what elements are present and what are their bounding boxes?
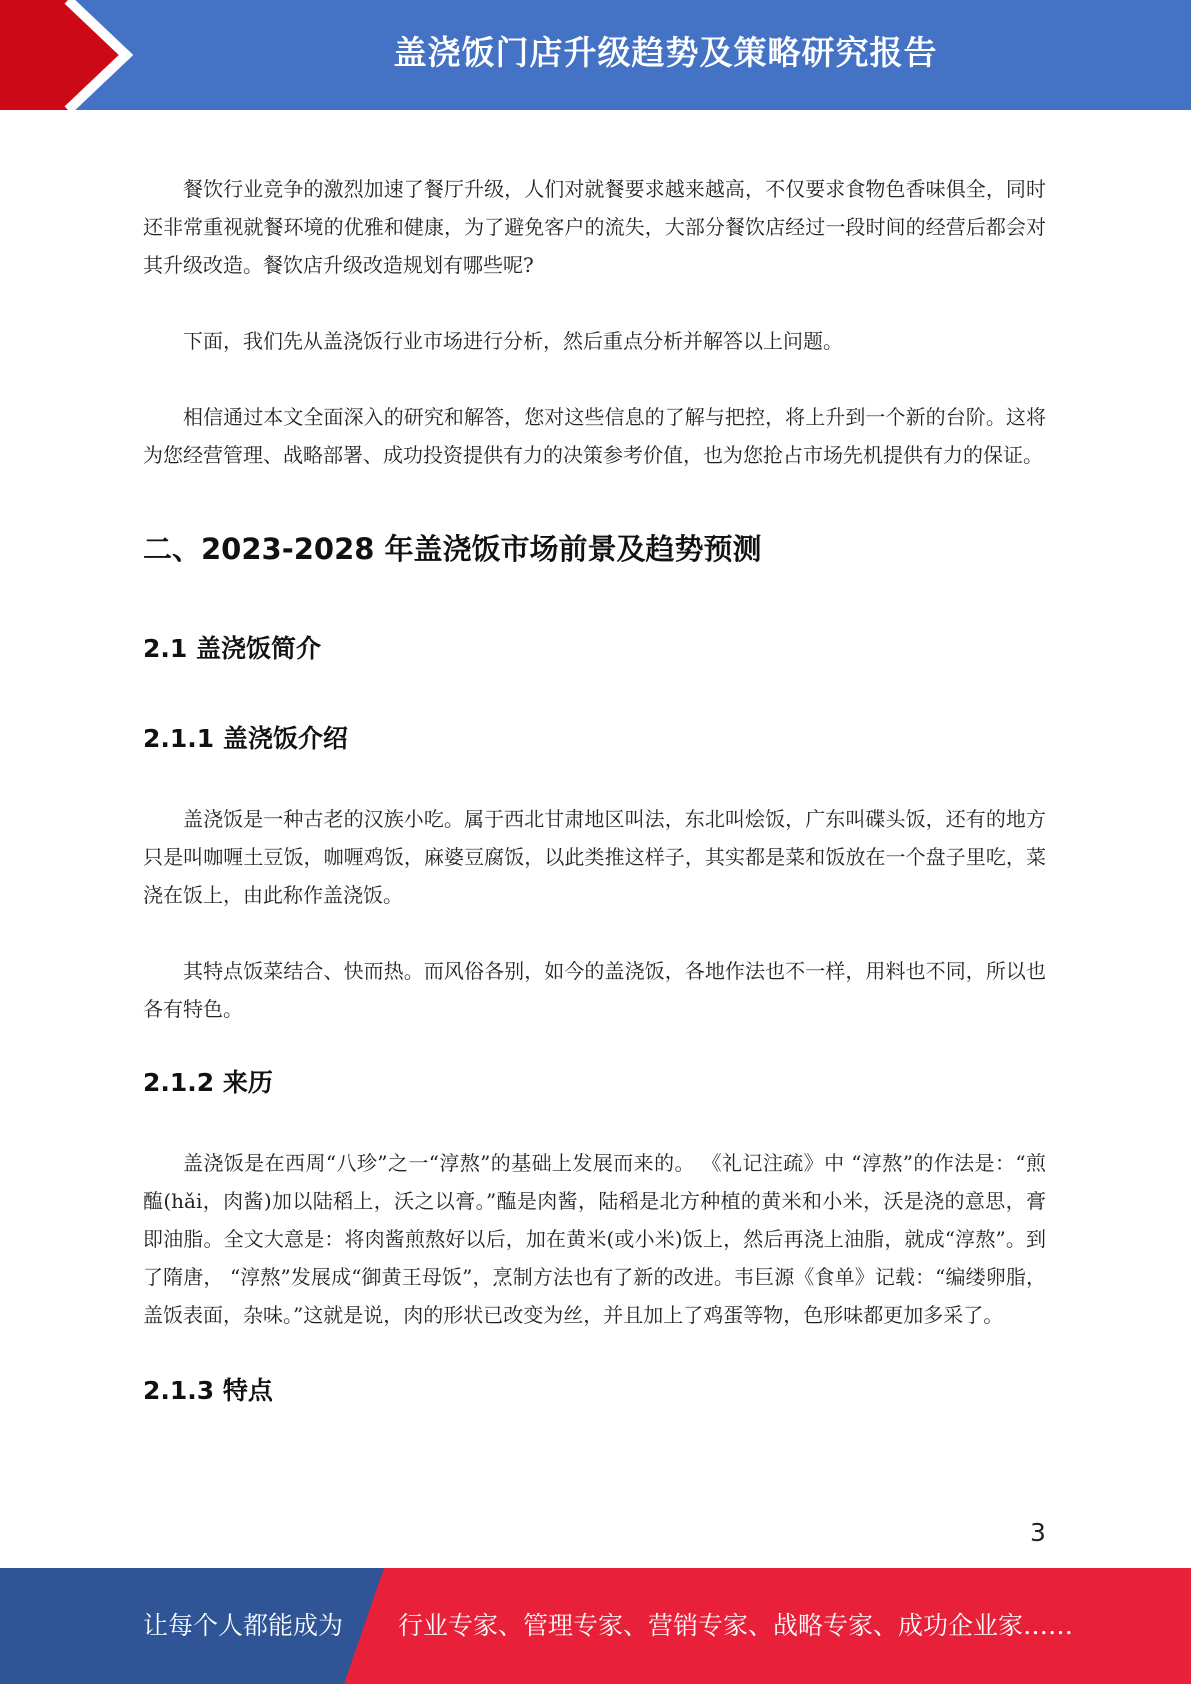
footer-banner	[0, 1568, 1191, 1684]
intro-2-1-1-paragraph-2: 其特点饭菜结合、快而热。而风俗各别，如今的盖浇饭，各地作法也不一样，用料也不同，所以也各有特色。	[143, 959, 1046, 1021]
subsection-heading-2-1-1: 2.1.1 盖浇饭介绍	[143, 724, 348, 753]
page-content	[143, 170, 1046, 1426]
footer-slogan-right: 行业专家、管理专家、营销专家、战略专家、成功企业家……	[398, 1611, 1074, 1640]
intro-2-1-1-paragraph-1: 盖浇饭是一种古老的汉族小吃。属于西北甘肃地区叫法，东北叫烩饭，广东叫碟头饭，还有的地方只是叫咖喱土豆饭，咖喱鸡饭，麻婆豆腐饭，以此类推这样子，其实都是菜和饭放在一个盘子里吃，菜浇在饭上，由此称作盖浇饭。	[143, 807, 1046, 907]
report-title: 盖浇饭门店升级趋势及策略研究报告	[393, 33, 938, 72]
footer-slogan-left: 让每个人都能成为	[143, 1611, 344, 1640]
intro-paragraph-1: 餐饮行业竞争的激烈加速了餐厅升级，人们对就餐要求越来越高，不仅要求食物色香味俱全，同时还非常重视就餐环境的优雅和健康，为了避免客户的流失，大部分餐饮店经过一段时间的经营后都会对其升级改造。餐饮店升级改造规划有哪些呢?	[143, 177, 1046, 277]
history-paragraph: 盖浇饭是在西周“八珍”之一“淳熬”的基础上发展而来的。 《礼记注疏》中 “淳熬”的作法是：“煎醢(hǎi，肉酱)加以陆稻上，沃之以膏。”醢是肉酱，陆稻是北方种植的黄米和小米，沃是浇的意思，膏即油脂。全文大意是：将肉酱煎熬好以后，加在黄米(或小米)饭上，然后再浇上油脂，就成“淳熬”。到了隋唐， “淳熬”发展成“御黄王母饭”，烹制方法也有了新的改进。韦巨源《食单》记载：“编缕卵脂，盖饭表面，杂味。”这就是说，肉的形状已改变为丝，并且加上了鸡蛋等物，色形味都更加多采了。	[143, 1151, 1046, 1327]
subsection-heading-2-1-2: 2.1.2 来历	[143, 1068, 273, 1097]
intro-paragraph-3: 相信通过本文全面深入的研究和解答，您对这些信息的了解与把控，将上升到一个新的台阶。这将为您经营管理、战略部署、成功投资提供有力的决策参考价值，也为您抢占市场先机提供有力的保证。	[143, 405, 1046, 467]
section-heading: 二、2023-2028 年盖浇饭市场前景及趋势预测	[143, 532, 762, 566]
header-banner	[0, 0, 1191, 110]
page-number: 3	[1030, 1518, 1046, 1547]
intro-paragraph-2: 下面，我们先从盖浇饭行业市场进行分析，然后重点分析并解答以上问题。	[183, 329, 843, 353]
subsection-heading-2-1-3: 2.1.3 特点	[143, 1376, 273, 1405]
subsection-heading-2-1: 2.1 盖浇饭简介	[143, 634, 321, 663]
